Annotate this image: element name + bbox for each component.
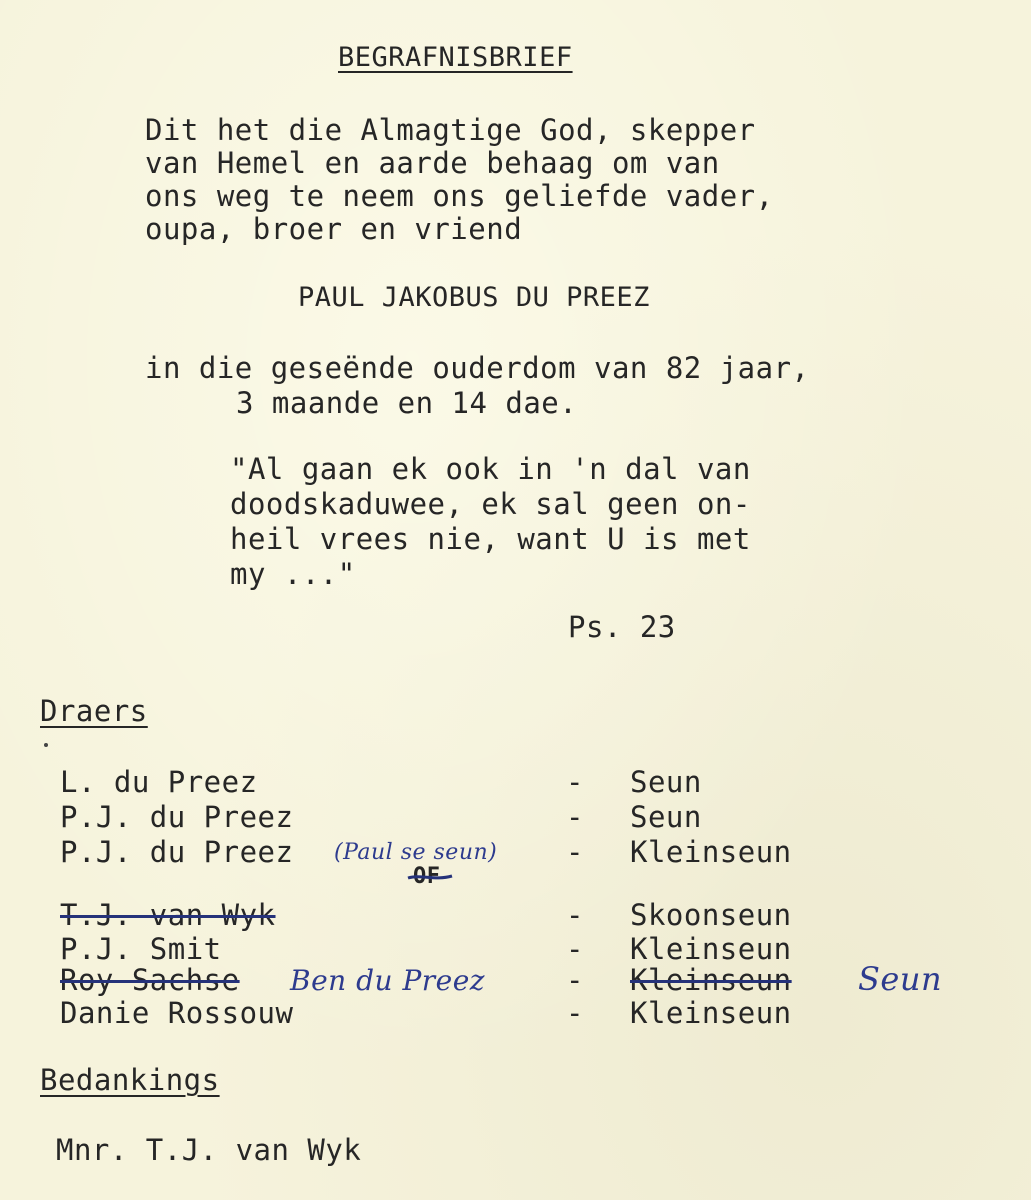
intro-line: Dit het die Almagtige God, skepper: [145, 113, 756, 147]
ink-speck: [44, 743, 48, 747]
bearer-relation: Kleinseun: [630, 996, 792, 1030]
bearer-name: Roy Sachse: [60, 963, 240, 997]
bearer-name: P.J. du Preez: [60, 800, 294, 834]
intro-line: van Hemel en aarde behaag om van: [145, 146, 720, 180]
bearer-dash: -: [566, 996, 584, 1030]
bearer-name: T.J. van Wyk: [60, 898, 276, 932]
document-title: BEGRAFNISBRIEF: [338, 42, 573, 73]
bearer-dash: -: [566, 963, 584, 997]
quote-line: "Al gaan ek ook in 'n dal van: [230, 452, 751, 486]
handwritten-relation: Seun: [858, 960, 943, 998]
separator-of: OF: [413, 864, 441, 889]
quote-line: heil vrees nie, want U is met: [230, 522, 751, 556]
handwritten-name: Ben du Preez: [290, 964, 486, 997]
age-line: in die geseënde ouderdom van 82 jaar,: [145, 351, 810, 385]
bearer-relation: Seun: [630, 800, 702, 834]
bearer-name: P.J. du Preez: [60, 835, 294, 869]
bearer-dash: -: [566, 835, 584, 869]
bearer-relation: Kleinseun: [630, 932, 792, 966]
quote-reference: Ps. 23: [568, 610, 676, 644]
bearer-dash: -: [566, 765, 584, 799]
bearer-relation: Kleinseun: [630, 835, 792, 869]
bearer-name: Danie Rossouw: [60, 996, 294, 1030]
bearer-dash: -: [566, 800, 584, 834]
bearers-heading: Draers: [40, 694, 148, 728]
bearer-relation: Seun: [630, 765, 702, 799]
intro-line: oupa, broer en vriend: [145, 212, 523, 246]
thanks-heading: Bedankings: [40, 1063, 220, 1097]
intro-line: ons weg te neem ons geliefde vader,: [145, 179, 774, 213]
bearer-dash: -: [566, 932, 584, 966]
bearer-relation: Skoonseun: [630, 898, 792, 932]
quote-line: my ...": [230, 557, 356, 591]
bearer-relation: Kleinseun: [630, 963, 792, 997]
bearer-name: L. du Preez: [60, 765, 258, 799]
pen-scribble: [405, 864, 455, 889]
age-line: 3 maande en 14 dae.: [236, 386, 578, 420]
quote-line: doodskaduwee, ek sal geen on-: [230, 487, 751, 521]
bearer-dash: -: [566, 898, 584, 932]
handwritten-note: (Paul se seun): [334, 840, 498, 865]
thanks-name: Mnr. T.J. van Wyk: [56, 1133, 362, 1167]
deceased-name: PAUL JAKOBUS DU PREEZ: [298, 282, 650, 313]
bearer-name: P.J. Smit: [60, 932, 222, 966]
